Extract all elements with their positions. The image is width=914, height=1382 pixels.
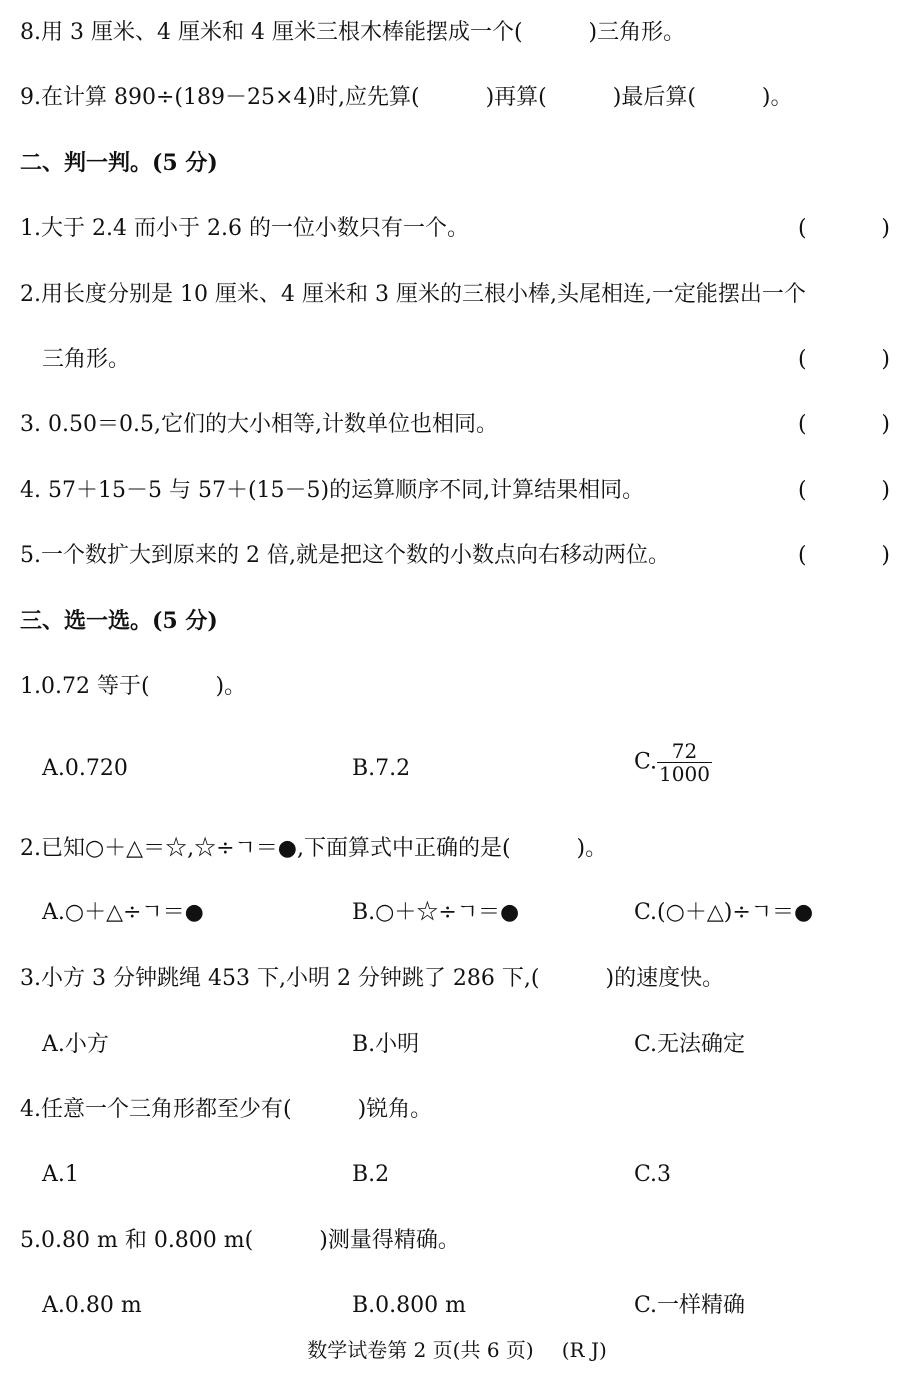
q3-option-a: A.小方: [42, 1032, 109, 1057]
page-number: 数学试卷第 2 页(共 6 页): [307, 1338, 534, 1362]
answer-paren-4: ( ): [798, 478, 890, 503]
question-8: 8.用 3 厘米、4 厘米和 4 厘米三根木棒能摆成一个( )三角形。: [20, 20, 686, 45]
question-9: 9.在计算 890÷(189－25×4)时,应先算( )再算( )最后算( )。: [20, 85, 793, 110]
q2-option-c: C.(○＋△)÷ㄱ＝●: [634, 900, 814, 925]
q4-option-b: B.2: [352, 1162, 390, 1187]
edition-tag: (R J): [561, 1338, 607, 1362]
answer-paren-2: ( ): [798, 347, 890, 372]
q1-option-b: B.7.2: [352, 756, 411, 781]
q4-option-a: A.1: [42, 1162, 79, 1187]
q5-option-a: A.0.80 m: [42, 1293, 142, 1318]
choose-question-5: 5.0.80 m 和 0.800 m( )测量得精确。: [20, 1228, 460, 1253]
judge-item-3: 3. 0.50＝0.5,它们的大小相等,计数单位也相同。: [20, 412, 498, 437]
q2-option-b: B.○＋☆÷ㄱ＝●: [352, 900, 520, 925]
q5-option-b: B.0.800 m: [352, 1293, 466, 1318]
judge-item-1: 1.大于 2.4 而小于 2.6 的一位小数只有一个。: [20, 216, 469, 241]
choose-question-4: 4.任意一个三角形都至少有( )锐角。: [20, 1097, 433, 1122]
judge-item-2-cont: 三角形。: [42, 347, 131, 372]
judge-item-4: 4. 57＋15－5 与 57＋(15－5)的运算顺序不同,计算结果相同。: [20, 478, 645, 503]
choose-question-1: 1.0.72 等于( )。: [20, 674, 247, 699]
section-choose-heading: 三、选一选。(5 分): [20, 608, 218, 634]
judge-item-5: 5.一个数扩大到原来的 2 倍,就是把这个数的小数点向右移动两位。: [20, 543, 670, 568]
answer-paren-1: ( ): [798, 216, 890, 241]
judge-item-2: 2.用长度分别是 10 厘米、4 厘米和 3 厘米的三根小棒,头尾相连,一定能摆出一个: [20, 282, 806, 307]
answer-paren-5: ( ): [798, 543, 890, 568]
fraction: $\frac{72}{1000}$: [659, 739, 710, 786]
answer-paren-3: ( ): [798, 412, 890, 437]
page-footer: [0, 1336, 914, 1364]
q1-option-a: A.0.720: [42, 756, 128, 781]
q1-option-c: C. $\frac{72}{1000}$: [634, 739, 710, 786]
section-judge-heading: 二、判一判。(5 分): [20, 150, 218, 176]
q5-option-c: C.一样精确: [634, 1293, 746, 1318]
q3-option-c: C.无法确定: [634, 1032, 746, 1057]
choose-question-3: 3.小方 3 分钟跳绳 453 下,小明 2 分钟跳了 286 下,( )的速度快。: [20, 966, 725, 991]
q2-option-a: A.○＋△÷ㄱ＝●: [42, 900, 204, 925]
choose-question-2: 2.已知○＋△＝☆,☆÷ㄱ＝●,下面算式中正确的是( )。: [20, 836, 608, 861]
q4-option-c: C.3: [634, 1162, 672, 1187]
q3-option-b: B.小明: [352, 1032, 420, 1057]
